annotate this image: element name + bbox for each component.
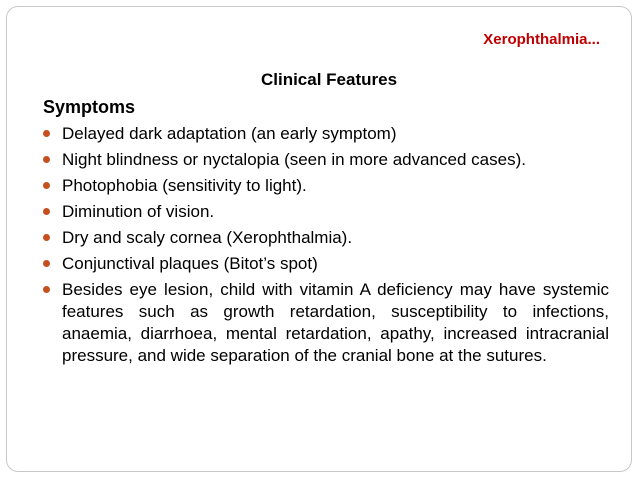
symptom-text: Besides eye lesion, child with vitamin A deficiency may have systemic features such as growth retardation, susceptibility to infections, anaemia, diarrhoea, mental retardation, apathy, increased intracranial pressure, and wide separation of the cranial bone at the sutures. <box>62 280 609 365</box>
bullet-dot-icon <box>43 260 50 267</box>
symptom-text: Diminution of vision. <box>62 202 215 221</box>
symptom-text: Night blindness or nyctalopia (seen in more advanced cases). <box>62 150 526 169</box>
symptom-item <box>43 279 609 367</box>
symptoms-heading: Symptoms <box>43 97 136 117</box>
symptom-item <box>43 201 609 223</box>
slide-header-title: Xerophthalmia... <box>483 31 600 48</box>
symptom-list <box>43 123 609 367</box>
symptom-item <box>43 175 609 197</box>
symptom-item <box>43 149 609 171</box>
bullet-dot-icon <box>43 208 50 215</box>
symptom-item <box>43 227 609 249</box>
symptom-item <box>43 253 609 275</box>
symptom-text: Dry and scaly cornea (Xerophthalmia). <box>62 228 353 247</box>
section-title: Clinical Features <box>260 70 398 89</box>
bullet-dot-icon <box>43 286 50 293</box>
bullet-dot-icon <box>43 182 50 189</box>
bullet-dot-icon <box>43 130 50 137</box>
symptom-text: Conjunctival plaques (Bitot’s spot) <box>62 254 318 273</box>
symptom-text: Delayed dark adaptation (an early symptom) <box>62 124 397 143</box>
slide-content <box>43 96 609 371</box>
bullet-dot-icon <box>43 234 50 241</box>
symptom-item <box>43 123 609 145</box>
symptom-text: Photophobia (sensitivity to light). <box>62 176 307 195</box>
bullet-dot-icon <box>43 156 50 163</box>
